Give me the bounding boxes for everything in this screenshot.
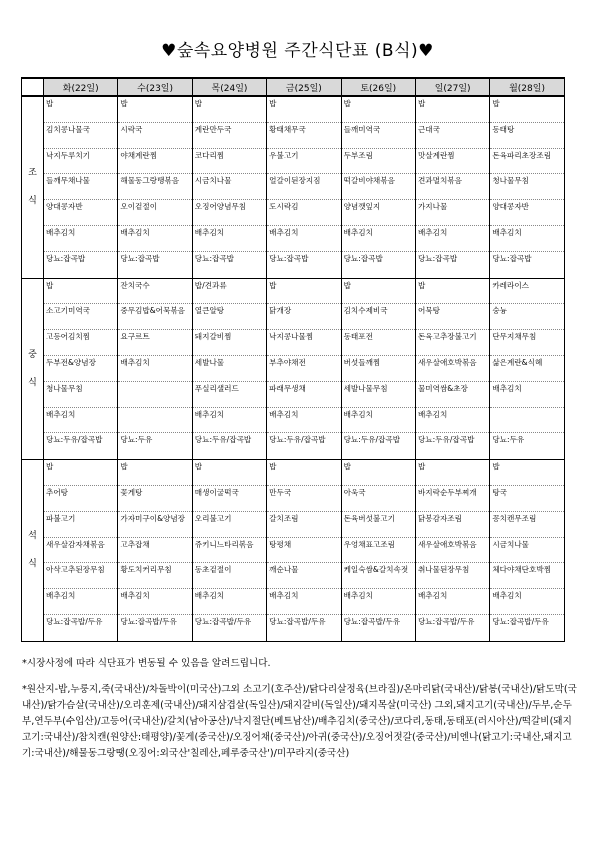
menu-item: 두부전&양념장 xyxy=(44,356,117,382)
menu-item: 배추김치 xyxy=(267,408,340,434)
menu-item: 계란만두국 xyxy=(193,123,266,149)
menu-item: 돈육파리초장조림 xyxy=(490,149,563,175)
menu-item: 부추야채전 xyxy=(267,356,340,382)
origin-notice: *원산지-밥,누룽지,죽(국내산)/차돌박이(미국산)그외 소고기(호주산)/닭다리살정육(브라질)/온마리닭(국내산)/닭봉(국내산)/닭도막(국내산)/닭가슴살(국내산)/오리훈제(국내산)/돼지삼겹살(독일산)/돼지갈비(독일산)/돼지목살(미국산) 그외,돼지고기(국내산)/두부,순두부,연두부(수입산)/고등어(국내산)/갈치(남아공산)/낙지절단(베트남산)/배추김치(중국산)/코다리,동태,동태포(러시아산)/떡갈비(돼지고기:국내산)/참치캔(원양산:태평양)/꽃게(중국산)/오징어채(중국산)/아귀(중국산)/오징어젓갈(중국산)/비엔나(닭고기:국내산,돼지고기:국내산)/해물동그랑땡(오징어:외국산'칠레산,페루중국산')/미꾸라지(중국산) xyxy=(22,684,577,759)
menu-item: 배추김치 xyxy=(44,408,117,434)
menu-item: 들깨미역국 xyxy=(342,123,415,149)
menu-cell xyxy=(44,278,118,460)
menu-item: 밥 xyxy=(267,279,340,305)
menu-item: 근대국 xyxy=(416,123,489,149)
menu-item: 세발나물무침 xyxy=(342,382,415,408)
menu-cell xyxy=(341,278,415,460)
menu-item: 당뇨:잡곡밥 xyxy=(46,253,86,263)
corner-cell xyxy=(22,78,44,96)
menu-item: 꽁치캔무조림 xyxy=(490,512,563,538)
menu-item: 물미역쌈&초장 xyxy=(416,382,489,408)
menu-item: 밥 xyxy=(416,460,489,486)
menu-item: 맛살계란찜 xyxy=(416,149,489,175)
menu-item: 배추김치 xyxy=(490,382,563,408)
menu-item: 소고기미역국 xyxy=(44,304,117,330)
menu-item: 밥 xyxy=(342,460,415,486)
menu-item: 밥 xyxy=(44,460,117,486)
menu-item: 오리불고기 xyxy=(193,512,266,538)
menu-item: 밥 xyxy=(490,460,563,486)
menu-item: 야채계란찜 xyxy=(118,149,191,175)
menu-item: 우엉채표고조림 xyxy=(342,538,415,564)
menu-item: 닭봉감자조림 xyxy=(416,512,489,538)
menu-cell xyxy=(415,278,489,460)
menu-item: 가지나물 xyxy=(416,200,489,226)
menu-item: 삶은계란&식혜 xyxy=(490,356,563,382)
menu-item: 배추김치 xyxy=(118,356,191,382)
menu-item: 바지락순두부찌개 xyxy=(416,486,489,512)
menu-item: 버섯들깨찜 xyxy=(342,356,415,382)
menu-item: 밥 xyxy=(193,460,266,486)
menu-item: 매생이굴떡국 xyxy=(193,486,266,512)
menu-item: 낙지콩나물찜 xyxy=(267,330,340,356)
menu-item: 배추김치 xyxy=(118,226,191,252)
menu-item: 당뇨:잡곡밥 xyxy=(343,253,383,263)
menu-cell xyxy=(192,278,266,460)
menu-item: 중무김밥&어묵볶음 xyxy=(118,304,191,330)
menu-cell xyxy=(415,460,489,642)
menu-item: 고추잡채 xyxy=(118,538,191,564)
menu-item xyxy=(118,408,191,434)
menu-item: 당뇨:잡곡밥/두유 xyxy=(343,616,401,626)
day-header: 화(22일) xyxy=(44,78,118,96)
day-header-row xyxy=(22,78,565,96)
menu-item: 새우살감자채볶음 xyxy=(44,538,117,564)
menu-item: 탕국 xyxy=(490,486,563,512)
menu-item: 김치콩나물국 xyxy=(44,123,117,149)
menu-item: 파래무생채 xyxy=(267,382,340,408)
day-header: 토(26일) xyxy=(341,78,415,96)
menu-item: 배추김치 xyxy=(342,408,415,434)
menu-cell xyxy=(415,96,489,278)
meal-row xyxy=(22,96,565,278)
menu-item: 두부조림 xyxy=(342,149,415,175)
menu-item: 파불고기 xyxy=(44,512,117,538)
menu-item: 배추김치 xyxy=(193,408,266,434)
menu-item: 배추김치 xyxy=(490,589,563,615)
menu-item: 배추김치 xyxy=(267,589,340,615)
menu-cell xyxy=(490,96,564,278)
menu-item: 돈육버섯불고기 xyxy=(342,512,415,538)
meal-label-char: 식 xyxy=(28,377,37,388)
menu-item: 당뇨:두유 xyxy=(492,435,525,445)
menu-item: 밥 xyxy=(416,97,489,123)
menu-item: 배추김치 xyxy=(416,589,489,615)
meal-label-char: 중 xyxy=(28,349,37,360)
menu-item: 배추김치 xyxy=(267,226,340,252)
menu-item: 당뇨:잡곡밥 xyxy=(269,253,309,263)
menu-item: 김치수제비국 xyxy=(342,304,415,330)
menu-item: 당뇨:잡곡밥 xyxy=(417,253,458,263)
menu-item: 배추김치 xyxy=(193,589,266,615)
meal-label-char: 조 xyxy=(28,168,37,179)
menu-item: 당뇨:잡곡밥/두유 xyxy=(269,616,326,626)
menu-cell xyxy=(118,460,192,642)
menu-item: 당뇨:두유/잡곡밥 xyxy=(417,435,475,445)
menu-item: 배추김치 xyxy=(416,226,489,252)
menu-item: 꽃게탕 xyxy=(118,486,191,512)
menu-item: 갈치조림 xyxy=(267,512,340,538)
menu-item: 도시락김 xyxy=(267,200,340,226)
meal-label xyxy=(22,96,44,278)
menu-cell xyxy=(490,278,564,460)
menu-cell xyxy=(192,96,266,278)
menu-item: 밥 xyxy=(118,97,191,123)
menu-item: 당뇨:잡곡밥 xyxy=(194,253,235,263)
page-title: ♥숲속요양병원 주간식단표 (B식)♥ xyxy=(161,41,434,61)
menu-item: 우불고기 xyxy=(267,149,340,175)
menu-cell xyxy=(44,460,118,642)
menu-item: 배추김치 xyxy=(416,408,489,434)
menu-item: 밥 xyxy=(267,460,340,486)
day-header: 수(23일) xyxy=(118,78,192,96)
menu-item: 돼지갈비찜 xyxy=(193,330,266,356)
day-header: 월(28일) xyxy=(490,78,564,96)
menu-item: 황도치커리무침 xyxy=(118,563,191,589)
menu-item: 배추김치 xyxy=(118,589,191,615)
menu-item: 밥/견과류 xyxy=(193,279,266,305)
meal-row xyxy=(22,278,565,460)
menu-item: 견과멸치볶음 xyxy=(416,174,489,200)
menu-item: 세발나물 xyxy=(193,356,266,382)
menu-item: 해물동그랑땡볶음 xyxy=(118,174,191,200)
menu-item: 오이겉절이 xyxy=(118,200,191,226)
menu-item: 케일숙쌈&갈치속젓 xyxy=(342,563,415,589)
menu-item: 밥 xyxy=(118,460,191,486)
menu-item: 고등어김치찜 xyxy=(44,330,117,356)
menu-item: 당뇨:두유/잡곡밥 xyxy=(269,435,326,445)
menu-item: 코다리찜 xyxy=(193,149,266,175)
menu-item: 밥 xyxy=(44,97,117,123)
menu-item: 밥 xyxy=(44,279,117,305)
menu-cell xyxy=(341,460,415,642)
menu-item: 동태포전 xyxy=(342,330,415,356)
menu-item: 배추김치 xyxy=(44,589,117,615)
menu-item: 청나물무침 xyxy=(44,382,117,408)
menu-change-notice: *시장사정에 따라 식단표가 변동될 수 있음을 알려드립니다. xyxy=(22,658,271,669)
menu-item: 양대콩자반 xyxy=(44,200,117,226)
menu-item: 배추김치 xyxy=(342,589,415,615)
menu-item: 당뇨:잡곡밥/두유 xyxy=(417,616,475,626)
menu-item: 밥 xyxy=(342,279,415,305)
menu-item xyxy=(490,408,563,434)
menu-item: 푸실리샐러드 xyxy=(193,382,266,408)
menu-cell xyxy=(118,96,192,278)
menu-item: 배추김치 xyxy=(44,226,117,252)
menu-item xyxy=(118,382,191,408)
menu-item: 밥 xyxy=(267,97,340,123)
meal-label xyxy=(22,278,44,460)
menu-item: 시금치나물 xyxy=(490,538,563,564)
menu-item: 동초겉절이 xyxy=(193,563,266,589)
menu-item: 당뇨:두유/잡곡밥 xyxy=(46,435,103,445)
menu-item: 새우살애호박볶음 xyxy=(416,538,489,564)
menu-item: 양대콩자반 xyxy=(490,200,563,226)
menu-item: 돈육고추장불고기 xyxy=(416,330,489,356)
menu-item: 시금치나물 xyxy=(193,174,266,200)
meal-row xyxy=(22,460,565,642)
menu-item: 당뇨:두유/잡곡밥 xyxy=(343,435,401,445)
day-header: 목(24일) xyxy=(192,78,266,96)
menu-item: 황태채무국 xyxy=(267,123,340,149)
menu-cell xyxy=(341,96,415,278)
day-header: 일(27일) xyxy=(415,78,489,96)
menu-item: 닭개장 xyxy=(267,304,340,330)
menu-cell xyxy=(44,96,118,278)
menu-item: 당뇨:잡곡밥/두유 xyxy=(46,616,103,626)
menu-item: 밥 xyxy=(342,97,415,123)
menu-item: 배추김치 xyxy=(342,226,415,252)
menu-item: 탕평채 xyxy=(267,538,340,564)
notes-section xyxy=(22,656,577,762)
menu-cell xyxy=(192,460,266,642)
menu-item: 밥 xyxy=(193,97,266,123)
menu-item: 취나물된장무침 xyxy=(416,563,489,589)
meal-label xyxy=(22,460,44,642)
menu-item: 잔치국수 xyxy=(118,279,191,305)
meal-label-char: 식 xyxy=(28,559,37,570)
menu-item: 청나물무침 xyxy=(490,174,563,200)
menu-item: 체다야채단호박찜 xyxy=(490,563,563,589)
menu-item: 당뇨:두유 xyxy=(120,435,153,445)
menu-item: 떡갈비야채볶음 xyxy=(342,174,415,200)
menu-item: 단무지채무침 xyxy=(490,330,563,356)
menu-item: 시락국 xyxy=(118,123,191,149)
menu-cell xyxy=(267,460,341,642)
menu-item: 당뇨:두유/잡곡밥 xyxy=(194,435,252,445)
menu-item: 낙지두루치기 xyxy=(44,149,117,175)
menu-item: 카레라이스 xyxy=(490,279,563,305)
menu-item: 가자미구이&양념장 xyxy=(118,512,191,538)
menu-item: 숭늉 xyxy=(490,304,563,330)
menu-item: 양념깻잎지 xyxy=(342,200,415,226)
menu-item: 아욱국 xyxy=(342,486,415,512)
menu-item: 요구르트 xyxy=(118,330,191,356)
menu-item: 밥 xyxy=(490,97,563,123)
day-header: 금(25일) xyxy=(267,78,341,96)
meal-label-char: 석 xyxy=(28,531,37,542)
menu-item: 추어탕 xyxy=(44,486,117,512)
menu-cell xyxy=(267,96,341,278)
menu-item: 만두국 xyxy=(267,486,340,512)
menu-item: 당뇨:잡곡밥/두유 xyxy=(194,616,252,626)
menu-item: 열큰알탕 xyxy=(193,304,266,330)
menu-item: 동태탕 xyxy=(490,123,563,149)
menu-item: 들깨무채나물 xyxy=(44,174,117,200)
menu-item: 당뇨:잡곡밥 xyxy=(120,253,160,263)
menu-item: 쥬키니느타리볶음 xyxy=(193,538,266,564)
menu-item: 당뇨:잡곡밥/두유 xyxy=(492,616,549,626)
weekly-menu-table xyxy=(21,77,565,642)
menu-item: 깨순나물 xyxy=(267,563,340,589)
menu-item: 배추김치 xyxy=(490,226,563,252)
menu-cell xyxy=(490,460,564,642)
menu-item: 밥 xyxy=(416,279,489,305)
menu-item: 얼갈이된장지짐 xyxy=(267,174,340,200)
menu-item: 배추김치 xyxy=(193,226,266,252)
menu-cell xyxy=(267,278,341,460)
menu-item: 어묵탕 xyxy=(416,304,489,330)
menu-item: 아삭고추된장무침 xyxy=(44,563,117,589)
menu-cell xyxy=(118,278,192,460)
menu-item: 새우살애호박볶음 xyxy=(416,356,489,382)
menu-item: 오징어양념무침 xyxy=(193,200,266,226)
meal-label-char: 식 xyxy=(28,196,37,207)
menu-item: 당뇨:잡곡밥/두유 xyxy=(120,616,177,626)
menu-item: 당뇨:잡곡밥 xyxy=(492,253,532,263)
